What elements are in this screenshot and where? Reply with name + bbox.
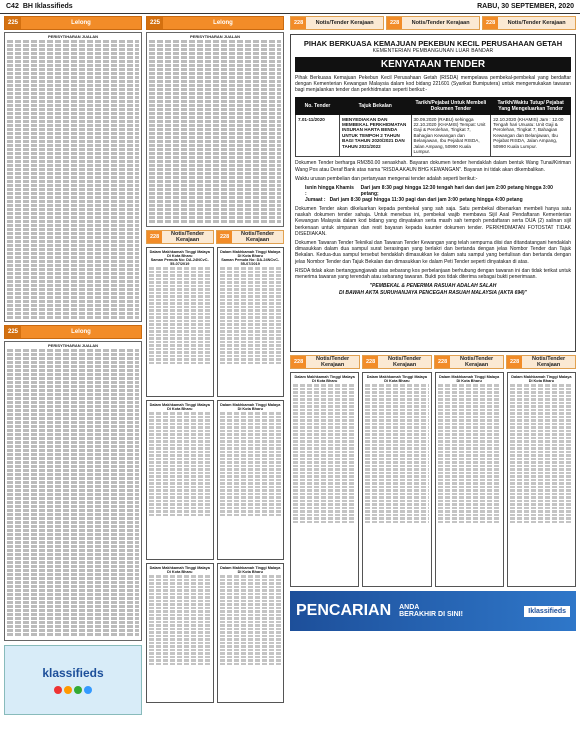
klassifieds-logo: klassifieds bbox=[42, 666, 104, 680]
court-title: Dalam Makhkamah Tinggi Malaya Di Kota Bharu bbox=[294, 375, 355, 383]
court-notice bbox=[290, 372, 359, 587]
section-header-tender bbox=[506, 355, 576, 369]
court-notice bbox=[217, 563, 285, 703]
column-lelong-left bbox=[4, 16, 142, 715]
section-label: Lelong bbox=[71, 20, 91, 26]
page-number: C42 bbox=[6, 3, 19, 10]
court-title: Dalam Makhkamah Tinggi Malaya Di Kota Bharu bbox=[149, 566, 210, 574]
column-lelong-right bbox=[146, 16, 284, 703]
section-label: Notis/Tender Kerajaan bbox=[531, 356, 566, 368]
section-header-tender bbox=[290, 16, 384, 30]
anti-corruption-note bbox=[295, 283, 571, 295]
section-header-tender bbox=[290, 355, 360, 369]
auction-notice bbox=[146, 32, 284, 227]
ad-sub: ANDA bbox=[399, 604, 420, 611]
office-hours bbox=[305, 185, 571, 203]
court-title: Dalam Makhkamah Tinggi Malaya Di Kota Bharu bbox=[220, 566, 281, 574]
col-header: Tarikh/Waktu Tutup/ Pejabat Yang Mengeluarkan Tender bbox=[491, 97, 571, 114]
section-name: BH Iklassifieds bbox=[22, 3, 73, 10]
section-header-tender bbox=[434, 355, 504, 369]
section-number: 228 bbox=[483, 17, 498, 29]
section-header-lelong bbox=[146, 16, 284, 30]
hours-label: Isnin hingga Khamis : bbox=[305, 185, 354, 198]
tender-table bbox=[295, 97, 571, 158]
court-notice bbox=[146, 400, 214, 560]
tender-number: 7.01-11/2020 bbox=[296, 114, 340, 157]
notice-title: PERISYTIHARAN JUALAN bbox=[47, 343, 98, 348]
court-notice bbox=[217, 247, 285, 397]
section-number: 228 bbox=[291, 17, 306, 29]
section-number: 228 bbox=[147, 231, 162, 243]
tender-header-row bbox=[146, 230, 284, 244]
court-title: Dalam Makhkamah Tinggi Malaya Di Kota Bharu bbox=[149, 403, 210, 411]
section-header-tender bbox=[216, 230, 284, 244]
court-title: Dalam Makhkamah Tinggi Malaya Di Kota Bharu bbox=[438, 375, 500, 383]
brand-logo: Iklassifieds bbox=[524, 606, 570, 617]
court-notice-row bbox=[146, 247, 284, 397]
court-ref: Saman Pemula No: DA-24NCvC-55-07/2019 bbox=[221, 258, 280, 266]
tender-submission: Dokumen Tawaran Tender Teknikal dan Tawaran Tender Kewangan yang telah sempurna diisi dan ditandatangani hendaklah dimasukkan dalam dua sampul surat berasingan yang berlakri dan bertanda dengan jelas Nombor Tender dan Tajuk Bekalan. Kedua-dua sampul tersebut hendaklah dimasukkan ke dalam satu sampul yang bertulisan dan bertanda dengan jelas Nombor Tender dan Tajuk Bekalan dan dimasukkan ke dalam Peti Tender seperti dinyatakan di atas. bbox=[295, 240, 571, 265]
pencarian-ad[interactable] bbox=[290, 591, 576, 631]
court-notice bbox=[146, 247, 214, 397]
section-number: 228 bbox=[363, 356, 378, 368]
section-number: 228 bbox=[291, 356, 306, 368]
court-title: Dalam Makhkamah Tinggi Malaya Di Kota Bharu bbox=[366, 375, 428, 383]
hours-label: Jumaat : bbox=[305, 197, 326, 204]
iklassifieds-ad[interactable] bbox=[4, 645, 142, 715]
court-notice-row bbox=[290, 372, 576, 587]
court-ref: Saman Pemula No: DA-24NCvC-55-07/2019 bbox=[150, 258, 209, 266]
section-header-lelong-2 bbox=[4, 325, 142, 339]
section-label: Notis/Tender Kerajaan bbox=[240, 231, 275, 243]
tender-header-row bbox=[290, 355, 576, 369]
tender-terms: Dokumen Tender akan dikeluarkan kepada pembekal yang sah saja. Satu pembekal dibenarkan membeli hanya satu naskah dokumen tender sahaja. Untuk menebus ini, pembekal wajib membawa Sijil Asal Pendaftaran Kementerian Kewangan Malaysia dalam kod bidang yang dinyatakan serta masih sah tempoh pendaftaran serta DUA (2) salinan sijil berkenaan untuk simpanan dan resit bayaran kepada kaunter dokumen tender. PERKHIDMATAN FOTOSTAT TIDAK DISEDIAKAN. bbox=[295, 206, 571, 237]
closing-info: 22.10.2020 (KHAMIS) Jam : 12.00 Tengah hari Unuatu: Unit Gaji & Perolehan, Tingkat 7, Bahagian Kewangan dan Belanjawan, Ibu Pejabat RISDA, Jalan Ampang, 50990 Kuala Lumpur. bbox=[491, 114, 571, 157]
section-number: 225 bbox=[147, 17, 163, 29]
purchase-info: 30.09.2020 (RABU) sehingga 22.10.2020 (KHAMIS) Tempat: Unit Gaji & Perolehan, Tingkat 7, Bahagian Kewangan dan Belanjawan, Ibu Pejabat RISDA, Jalan Ampang, 50990 Kuala Lumpur. bbox=[411, 114, 491, 157]
table-row bbox=[296, 114, 571, 157]
section-label: Lelong bbox=[71, 329, 91, 335]
section-label: Notis/Tender Kerajaan bbox=[170, 231, 205, 243]
section-label: Notis/Tender Kerajaan bbox=[315, 356, 350, 368]
section-header-tender bbox=[362, 355, 432, 369]
hours-intro: Waktu urusan pembelian dan pertanyaan mengenai tender adalah seperti berikut:- bbox=[295, 175, 478, 182]
court-notice-row bbox=[146, 563, 284, 703]
court-notice bbox=[217, 400, 285, 560]
closing-line: "PEMBEKAL & PENERIMA RASUAH ADALAH SALAH bbox=[369, 283, 497, 290]
section-header-tender bbox=[386, 16, 480, 30]
section-number: 225 bbox=[5, 326, 21, 338]
court-notice bbox=[146, 563, 214, 703]
court-title: Dalam Makhkamah Tinggi Malaya Di Kota Bharu bbox=[220, 403, 281, 411]
ad-tagline: BERAKHIR DI SINI! bbox=[399, 611, 463, 618]
section-label: Notis/Tender Kerajaan bbox=[315, 20, 374, 26]
section-label: Lelong bbox=[213, 20, 233, 26]
tender-title: MENYEDIAKAN DAN MEMBEKAL PERKHIDMATAN INSURAN HARTA BENDA UNTUK TEMPOH 2 TAHUN BAGI TAHUN 2020/2021 DAN TAHUN 2021/2022 bbox=[340, 114, 412, 157]
court-title: Dalam Makhkamah Tinggi Malaya Di Kota Bharu bbox=[149, 250, 210, 258]
masthead bbox=[0, 0, 580, 14]
section-number: 228 bbox=[387, 17, 402, 29]
hours-value: Dari jam 8:30 pagi hingga 12:30 tengah hari dan dari jam 2:00 petang hingga 3:00 petang; bbox=[360, 185, 553, 198]
issue-date: RABU, 30 SEPTEMBER, 2020 bbox=[477, 3, 574, 10]
section-header-tender bbox=[146, 230, 214, 244]
court-notice-row bbox=[146, 400, 284, 560]
court-title: Dalam Makhkamah Tinggi Malaya Di Kota Bharu bbox=[511, 375, 572, 383]
court-title: Dalam Makhkamah Tinggi Malaya Di Kota Bharu bbox=[220, 250, 281, 258]
ad-headline: PENCARIAN bbox=[296, 602, 392, 619]
section-label: Notis/Tender Kerajaan bbox=[459, 356, 494, 368]
ministry-name: KEMENTERIAN PEMBANGUNAN LUAR BANDAR bbox=[372, 48, 494, 54]
notice-title: PERISYTIHARAN JUALAN bbox=[47, 34, 98, 39]
tender-header-row bbox=[290, 16, 576, 30]
hours-value: Dari jam 8:30 pagi hingga 11:30 pagi dan dari jam 3:00 petang hingga 4:00 petang bbox=[329, 197, 523, 204]
col-header: No. Tender bbox=[296, 97, 340, 114]
notice-banner: KENYATAAN TENDER bbox=[295, 57, 571, 72]
court-notice bbox=[435, 372, 504, 587]
tender-disclaimer: RISDA tidak akan bertanggungjawab atas sebarang kos perbelanjaan berhubung dengan tawaran ini dan tidak terikat untuk menerima tawaran yang terendah atau sebarang tawaran. Bukti pos tidak diterima sebagai bukti penerimaan. bbox=[295, 267, 571, 281]
column-tender bbox=[290, 16, 576, 631]
court-notice bbox=[507, 372, 576, 587]
section-number: 228 bbox=[435, 356, 450, 368]
notice-title: PERISYTIHARAN JUALAN bbox=[189, 34, 240, 39]
closing-line: DI BAWAH AKTA SURUHANJAYA PENCEGAH RASUAH MALAYSIA (AKTA 694)" bbox=[339, 289, 527, 296]
tender-intro: Pihak Berkuasa Kemajuan Pekebun Kecil Perusahaan Getah (RISDA) mempelawa pembekal-pembekal yang berdaftar dengan Kementerian Kewangan Malaysia dalam kod bidang 221601 (Syarikat Bumiputera) untuk mengemukakan tawaran bagi menjalankan tender dan perkhidmatan seperti berikut:- bbox=[295, 75, 571, 94]
auction-notice bbox=[4, 32, 142, 322]
col-header: Tarikh/Pejabat Untuk Membeli Dokumen Tender bbox=[411, 97, 491, 114]
section-label: Notis/Tender Kerajaan bbox=[411, 20, 470, 26]
agency-name: PIHAK BERKUASA KEMAJUAN PEKEBUN KECIL PERUSAHAAN GETAH bbox=[303, 39, 563, 48]
section-number: 228 bbox=[507, 356, 522, 368]
section-label: Notis/Tender Kerajaan bbox=[507, 20, 566, 26]
section-number: 225 bbox=[5, 17, 21, 29]
auction-notice bbox=[4, 341, 142, 641]
court-notice bbox=[362, 372, 431, 587]
document-price: Dokumen Tender berharga RM350.00 senaskhah. Bayaran dokumen tender hendaklah dalam bentuk Wang Tunai/Kiriman Wang Pos atau Deraf Bank atas nama "RISDA AKAUN BHG KEWANGAN". Bayaran ini tidak akan dikembalikan. bbox=[295, 160, 571, 173]
risda-tender-notice bbox=[290, 34, 576, 352]
section-header-lelong bbox=[4, 16, 142, 30]
section-label: Notis/Tender Kerajaan bbox=[387, 356, 422, 368]
section-header-tender bbox=[482, 16, 576, 30]
section-number: 228 bbox=[217, 231, 232, 243]
color-dots bbox=[54, 686, 92, 694]
col-header: Tajuk Bekalan bbox=[340, 97, 412, 114]
